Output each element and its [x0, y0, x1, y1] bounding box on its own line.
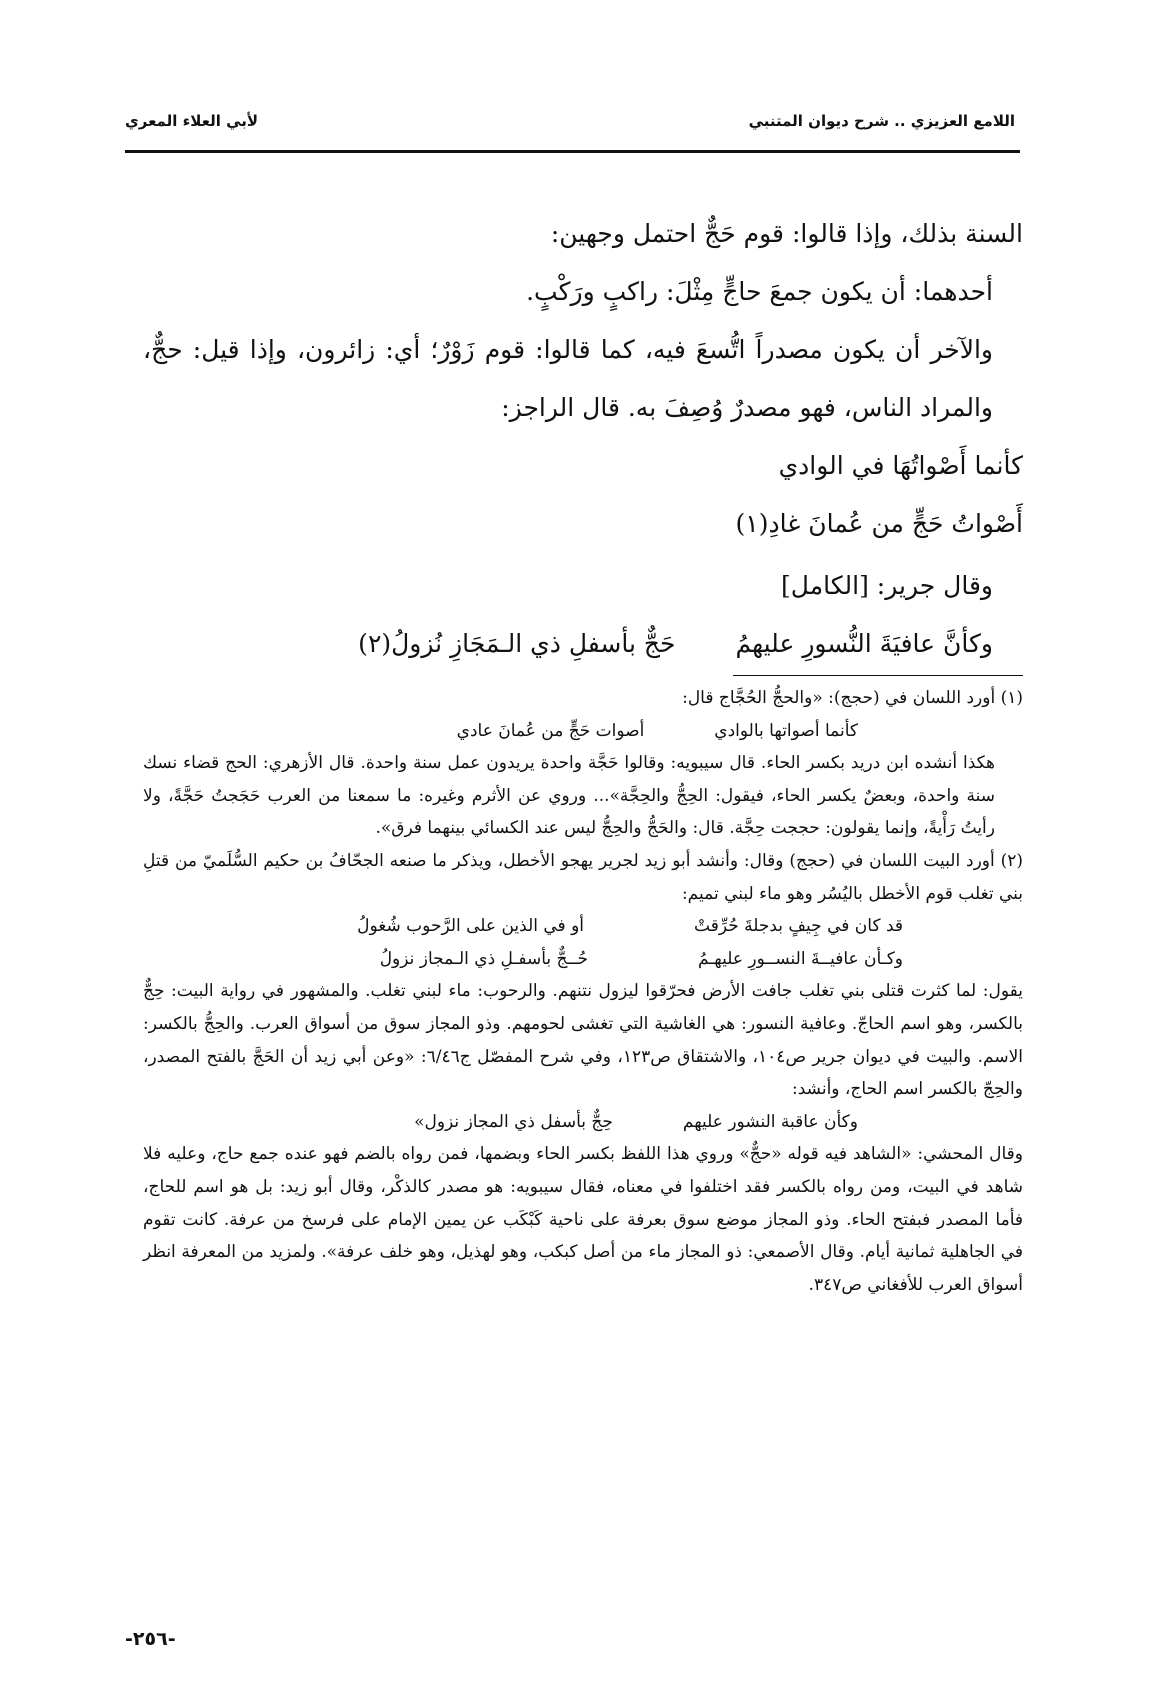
book-title: اللامع العزيزي .. شرح ديوان المتنبي: [748, 112, 1015, 130]
jarir-intro: وقال جرير: [الكامل]: [781, 571, 993, 600]
footnote-2-verse-2: [143, 943, 1023, 976]
main-paragraph-3: والآخر أن يكون مصدراً اتُّسعَ فيه، كما قالوا: قوم زَوْرٌ؛ أي: زائرون، وإذا قيل: حجٌّ، والمراد الناس، فهو مصدرٌ وُصِفَ به. قال الراجز:: [143, 335, 993, 422]
footnote-2-verse-3-second: حِجٌّ بأسفل ذي المجاز نزول»: [414, 1111, 613, 1132]
footnote-1-text: هكذا أنشده ابن دريد بكسر الحاء. قال سيبويه: وقالوا حَجَّة واحدة يريدون عمل سنة واحدة. قال الأزهري: الحج قضاء نسك سنة واحدة، وبعضٌ يكسر الحاء، فيقول: الحِجُّ والحِجَّة»... وروي عن الأثرم وغيره: ما سمعنا من العرب حَجَجتُ حَجَّةً، ولا رأيتُ رَأْيةً، وإنما يقولون: حججت حِجَّة. قال: والحَجُّ والحِجُّ ليس عند الكسائي بينهما فرق».: [143, 753, 995, 839]
footnote-2-verse-1-first: قد كان في جِيفٍ بدجلةَ حُرِّقتْ: [694, 916, 903, 937]
footnote-rule: [733, 675, 1023, 676]
footnote-2-verse-2-first: وكـأن عافيــةَ النســورِ عليهـمُ: [698, 948, 903, 969]
main-paragraph-2: أحدهما: أن يكون جمعَ حاجٍّ مِثْلَ: راكبٍ ورَكْبٍ.: [526, 277, 993, 306]
footnote-2-verse-1: [143, 910, 1023, 943]
page-number: -٢٥٦-: [125, 1628, 176, 1650]
rajaz-line-2: أَصْواتُ حَجٍّ من عُمانَ غادِ(١): [735, 509, 1023, 538]
footnote-2-verse-3-first: وكأن عاقبة النشور عليهم: [682, 1111, 858, 1132]
footnote-2-text: يقول: لما كثرت قتلى بني تغلب جافت الأرض فحرّقوا ليزول نتنهم. والرحوب: ماء لبني تغلب. والمشهور في رواية البيت: حِجٌّ بالكسر، وهو اسم الحاجّ. وعافية النسور: هي الغاشية التي تغشى لحومهم. وذو المجاز سوق من أسواق العرب. والحِجُّ بالكسر: الاسم. والبيت في ديوان جرير ص١٠٤، والاشتقاق ص١٢٣، وفي شرح المفصّل ج٦/٤٦: «وعن أبي زيد أن الحَجَّ بالفتح المصدر، والحِجّ بالكسر اسم الحاج، وأنشد:: [143, 981, 1023, 1100]
rajaz-line-1: كأنما أَصْواتُهَا في الوادي: [778, 451, 1023, 480]
footnote-1-intro: (١) أورد اللسان في (حجج): «والحجُّ الحُجَّاج قال:: [682, 688, 1023, 708]
author-name: لأبي العلاء المعري: [125, 112, 259, 130]
footnote-1-verse-first: كأنما أصواتها بالوادي: [714, 720, 858, 741]
footnote-1-verse-second: أصوات حَجٍّ من عُمانَ عادي: [456, 720, 645, 741]
footnote-2-verse-2-second: حُــجٌّ بأسفـلِ ذي الـمجاز نزولُ: [379, 948, 588, 969]
footnote-2-intro: (٢) أورد البيت اللسان في (حجج) وقال: وأنشد أبو زيد لجرير يهجو الأخطل، ويذكر ما صنعه الجحّافُ بن حكيم السُّلَميّ من قتلِ بني تغلب قوم الأخطل باليُسُر وهو ماء لبني تميم:: [143, 850, 1023, 904]
main-text: [143, 205, 1023, 673]
footnote-2-verse-1-second: أو في الذين على الرَّحوب شُغولُ: [357, 916, 585, 937]
footnote-2-verse-3: [143, 1106, 1023, 1139]
footnote-2-text-2: وقال المحشي: «الشاهد فيه قوله «حجٌّ» وروي هذا اللفظ بكسر الحاء وبضمها، فمن رواه بالضم فهو عنده جمع حاج، وعليه فلا شاهد في البيت، ومن رواه بالكسر فقد اختلفوا في معناه، فقال سيبويه: هو مصدر كالذكْر، وقال أبو زيد: بل هو اسم للحاج، فأما المصدر فبفتح الحاء. وذو المجاز موضع سوق بعرفة على ناحية كَبْكَب عن يمين الإمام على فرسخ من عرفة. كانت تقوم في الجاهلية ثمانية أيام. وقال الأصمعي: ذو المجاز ماء من أصل كبكب، وهو لهذيل، وهو خلف عرفة». ولمزيد من المعرفة انظر أسواق العرب للأفغاني ص٣٤٧.: [143, 1144, 1023, 1295]
jarir-verse-second-hemistich: حَجٌّ بأسفلِ ذي الـمَجَازِ نُزولُ(٢): [358, 629, 676, 658]
jarir-verse: [143, 615, 1023, 673]
footnote-1-verse: [143, 715, 1023, 748]
main-paragraph-1: السنة بذلك، وإذا قالوا: قوم حَجٌّ احتمل وجهين:: [550, 219, 1023, 248]
running-header: [125, 112, 1015, 130]
jarir-verse-first-hemistich: وكأنَّ عافيَةَ النُّسورِ عليهمُ: [735, 629, 993, 658]
footnotes: [143, 682, 1023, 1301]
header-rule: [125, 150, 1020, 153]
